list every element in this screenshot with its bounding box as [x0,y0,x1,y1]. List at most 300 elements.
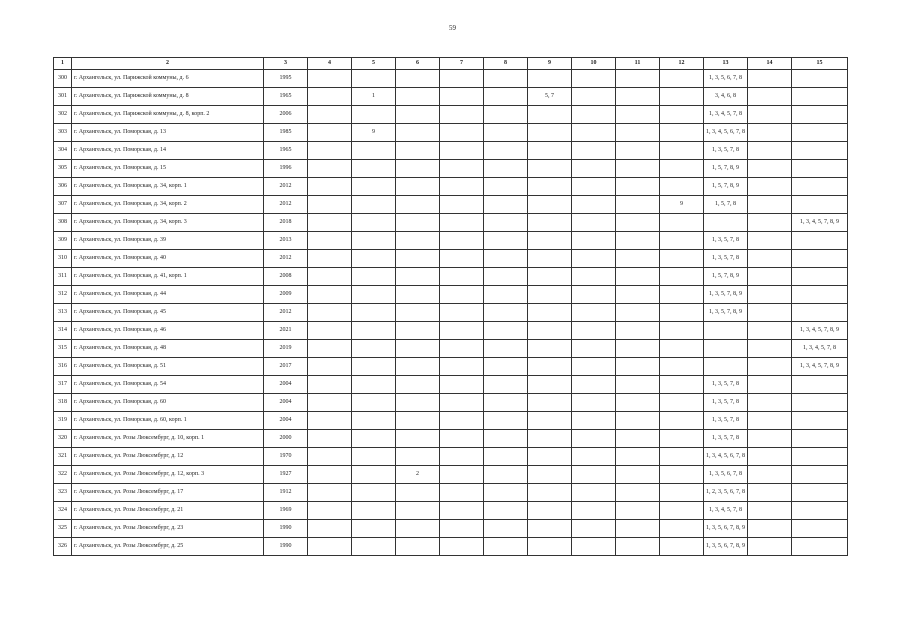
year-cell: 2012 [264,304,308,322]
row-number-cell: 326 [54,538,72,556]
col-6-cell [396,430,440,448]
col-11-cell [616,88,660,106]
col-5-cell: 1 [352,88,396,106]
col-8-cell [484,502,528,520]
year-cell: 1996 [264,160,308,178]
col-15-cell [792,412,848,430]
table-row [54,196,848,214]
col-8-cell [484,520,528,538]
col-7-cell [440,520,484,538]
col-10-cell [572,520,616,538]
col-7-cell [440,304,484,322]
col-4-cell [308,232,352,250]
address-cell: г. Архангельск, ул. Розы Люксембург, д. 21 [72,502,264,520]
col-5-cell [352,394,396,412]
col-8-cell [484,88,528,106]
col-9-cell [528,394,572,412]
col-15-cell [792,466,848,484]
col-6-cell [396,286,440,304]
col-5-cell [352,412,396,430]
col-11-cell [616,70,660,88]
col-10-cell [572,340,616,358]
col-10-cell [572,430,616,448]
col-14-cell [748,232,792,250]
address-cell: г. Архангельск, ул. Розы Люксембург, д. 23 [72,520,264,538]
col-11-cell [616,124,660,142]
col-11-cell [616,268,660,286]
col-15-cell [792,196,848,214]
col-13-cell: 1, 2, 3, 5, 6, 7, 8 [704,484,748,502]
table-row [54,232,848,250]
col-9-cell [528,538,572,556]
col-10-cell [572,232,616,250]
col-12-cell [660,394,704,412]
col-6-cell [396,502,440,520]
col-9-cell [528,124,572,142]
col-9-cell [528,358,572,376]
col-6-cell [396,214,440,232]
address-cell: г. Архангельск, ул. Поморская, д. 46 [72,322,264,340]
address-cell: г. Архангельск, ул. Поморская, д. 34, корп. 3 [72,214,264,232]
year-cell: 2018 [264,214,308,232]
col-14-cell [748,502,792,520]
col-8-cell [484,106,528,124]
row-number-cell: 300 [54,70,72,88]
table-body [54,70,848,556]
col-9-cell [528,178,572,196]
col-9-cell [528,502,572,520]
year-cell: 1990 [264,520,308,538]
col-13-cell [704,340,748,358]
address-cell: г. Архангельск, ул. Поморская, д. 54 [72,376,264,394]
table-row [54,376,848,394]
col-10-cell [572,484,616,502]
col-11-cell [616,250,660,268]
col-10-cell [572,124,616,142]
col-6-cell [396,70,440,88]
col-12-cell [660,502,704,520]
col-9-cell [528,304,572,322]
year-cell: 2012 [264,178,308,196]
col-6-cell [396,412,440,430]
year-cell: 1927 [264,466,308,484]
col-9-cell [528,250,572,268]
col-6-cell [396,394,440,412]
col-8-cell [484,178,528,196]
col-14-cell [748,106,792,124]
row-number-cell: 325 [54,520,72,538]
row-number-cell: 301 [54,88,72,106]
row-number-cell: 320 [54,430,72,448]
col-6-cell [396,268,440,286]
col-9-cell [528,232,572,250]
year-cell: 1965 [264,88,308,106]
col-7-cell [440,88,484,106]
col-11-cell [616,466,660,484]
col-12-cell [660,232,704,250]
col-8-cell [484,484,528,502]
col-6-cell [396,160,440,178]
row-number-cell: 317 [54,376,72,394]
col-10-cell [572,394,616,412]
col-14-cell [748,394,792,412]
col-15-cell [792,430,848,448]
col-11-cell [616,196,660,214]
col-12-cell [660,106,704,124]
column-header-5: 5 [352,58,396,70]
col-10-cell [572,178,616,196]
year-cell: 1969 [264,502,308,520]
col-7-cell [440,340,484,358]
col-14-cell [748,484,792,502]
table-row [54,394,848,412]
col-5-cell [352,232,396,250]
col-6-cell [396,358,440,376]
address-cell: г. Архангельск, ул. Поморская, д. 13 [72,124,264,142]
col-8-cell [484,214,528,232]
col-14-cell [748,178,792,196]
column-header-4: 4 [308,58,352,70]
col-5-cell [352,484,396,502]
col-14-cell [748,448,792,466]
col-12-cell [660,268,704,286]
col-13-cell [704,214,748,232]
row-number-cell: 321 [54,448,72,466]
col-5-cell [352,520,396,538]
col-10-cell [572,106,616,124]
col-14-cell [748,520,792,538]
col-13-cell: 1, 3, 5, 7, 8 [704,412,748,430]
column-header-11: 11 [616,58,660,70]
col-15-cell [792,232,848,250]
col-9-cell [528,520,572,538]
col-12-cell [660,430,704,448]
col-5-cell [352,304,396,322]
col-4-cell [308,358,352,376]
col-7-cell [440,250,484,268]
table-row [54,430,848,448]
col-4-cell [308,70,352,88]
address-cell: г. Архангельск, ул. Розы Люксембург, д. 12 [72,448,264,466]
col-10-cell [572,376,616,394]
col-7-cell [440,322,484,340]
address-cell: г. Архангельск, ул. Поморская, д. 40 [72,250,264,268]
col-12-cell [660,538,704,556]
col-4-cell [308,214,352,232]
col-12-cell [660,214,704,232]
col-13-cell: 3, 4, 6, 8 [704,88,748,106]
col-9-cell [528,268,572,286]
col-4-cell [308,250,352,268]
col-15-cell [792,88,848,106]
table-row [54,412,848,430]
col-7-cell [440,448,484,466]
year-cell: 1912 [264,484,308,502]
row-number-cell: 311 [54,268,72,286]
col-4-cell [308,142,352,160]
col-12-cell [660,322,704,340]
row-number-cell: 316 [54,358,72,376]
col-8-cell [484,142,528,160]
col-6-cell: 2 [396,466,440,484]
col-15-cell [792,484,848,502]
col-6-cell [396,484,440,502]
col-8-cell [484,304,528,322]
col-10-cell [572,268,616,286]
col-8-cell [484,376,528,394]
col-6-cell [396,196,440,214]
col-12-cell [660,376,704,394]
year-cell: 2009 [264,286,308,304]
table-row [54,142,848,160]
col-10-cell [572,214,616,232]
year-cell: 1970 [264,448,308,466]
col-11-cell [616,412,660,430]
year-cell: 2004 [264,394,308,412]
col-15-cell [792,448,848,466]
col-5-cell [352,178,396,196]
col-4-cell [308,430,352,448]
col-4-cell [308,322,352,340]
col-8-cell [484,196,528,214]
row-number-cell: 323 [54,484,72,502]
col-11-cell [616,430,660,448]
col-14-cell [748,142,792,160]
col-6-cell [396,376,440,394]
row-number-cell: 322 [54,466,72,484]
col-4-cell [308,106,352,124]
address-cell: г. Архангельск, ул. Поморская, д. 60 [72,394,264,412]
year-cell: 2021 [264,322,308,340]
row-number-cell: 304 [54,142,72,160]
col-6-cell [396,322,440,340]
table-row [54,286,848,304]
col-14-cell [748,322,792,340]
col-14-cell [748,286,792,304]
col-9-cell [528,484,572,502]
col-13-cell: 1, 5, 7, 8, 9 [704,178,748,196]
column-header-9: 9 [528,58,572,70]
col-11-cell [616,286,660,304]
row-number-cell: 308 [54,214,72,232]
table-row [54,106,848,124]
col-7-cell [440,538,484,556]
col-7-cell [440,358,484,376]
col-10-cell [572,250,616,268]
col-13-cell: 1, 3, 5, 7, 8, 9 [704,304,748,322]
row-number-cell: 309 [54,232,72,250]
col-6-cell [396,250,440,268]
col-11-cell [616,232,660,250]
col-5-cell [352,448,396,466]
table-row [54,520,848,538]
col-13-cell: 1, 3, 5, 7, 8 [704,376,748,394]
col-8-cell [484,448,528,466]
col-12-cell [660,286,704,304]
col-9-cell [528,286,572,304]
col-15-cell [792,286,848,304]
col-4-cell [308,340,352,358]
col-7-cell [440,430,484,448]
table-header-row [54,58,848,70]
col-7-cell [440,412,484,430]
col-5-cell [352,502,396,520]
column-header-10: 10 [572,58,616,70]
table-row [54,484,848,502]
col-7-cell [440,268,484,286]
col-15-cell [792,178,848,196]
col-11-cell [616,448,660,466]
page-number: 59 [449,24,456,32]
col-15-cell [792,106,848,124]
table-row [54,214,848,232]
address-cell: г. Архангельск, ул. Поморская, д. 48 [72,340,264,358]
row-number-cell: 313 [54,304,72,322]
year-cell: 1990 [264,538,308,556]
col-10-cell [572,448,616,466]
table-row [54,124,848,142]
column-header-2: 2 [72,58,264,70]
col-8-cell [484,70,528,88]
col-8-cell [484,250,528,268]
year-cell: 1965 [264,142,308,160]
col-13-cell: 1, 3, 4, 5, 7, 8 [704,106,748,124]
col-14-cell [748,304,792,322]
table-row [54,538,848,556]
col-9-cell [528,322,572,340]
col-6-cell [396,142,440,160]
year-cell: 2004 [264,412,308,430]
col-10-cell [572,196,616,214]
row-number-cell: 312 [54,286,72,304]
col-15-cell [792,520,848,538]
col-9-cell [528,196,572,214]
col-4-cell [308,412,352,430]
col-4-cell [308,160,352,178]
col-10-cell [572,304,616,322]
col-8-cell [484,394,528,412]
col-6-cell [396,178,440,196]
table-row [54,448,848,466]
col-14-cell [748,376,792,394]
col-6-cell [396,232,440,250]
table-row [54,178,848,196]
col-14-cell [748,70,792,88]
column-header-14: 14 [748,58,792,70]
col-4-cell [308,196,352,214]
address-cell: г. Архангельск, ул. Поморская, д. 34, корп. 1 [72,178,264,196]
col-6-cell [396,538,440,556]
col-11-cell [616,214,660,232]
col-13-cell: 1, 3, 5, 6, 7, 8 [704,70,748,88]
col-13-cell: 1, 3, 5, 7, 8 [704,394,748,412]
year-cell: 2004 [264,376,308,394]
col-13-cell: 1, 3, 5, 7, 8 [704,250,748,268]
table-row [54,88,848,106]
year-cell: 1995 [264,70,308,88]
col-10-cell [572,70,616,88]
column-header-1: 1 [54,58,72,70]
col-10-cell [572,322,616,340]
col-8-cell [484,322,528,340]
col-13-cell: 1, 3, 5, 7, 8 [704,232,748,250]
year-cell: 2006 [264,106,308,124]
col-11-cell [616,394,660,412]
col-9-cell [528,376,572,394]
col-5-cell [352,106,396,124]
col-5-cell [352,70,396,88]
col-14-cell [748,538,792,556]
col-15-cell [792,142,848,160]
col-10-cell [572,502,616,520]
col-14-cell [748,412,792,430]
col-4-cell [308,502,352,520]
col-6-cell [396,520,440,538]
col-7-cell [440,376,484,394]
col-7-cell [440,124,484,142]
col-13-cell: 1, 3, 5, 6, 7, 8 [704,466,748,484]
col-15-cell: 1, 3, 4, 5, 7, 8, 9 [792,214,848,232]
col-12-cell [660,466,704,484]
col-7-cell [440,484,484,502]
col-9-cell [528,448,572,466]
year-cell: 2012 [264,250,308,268]
column-header-12: 12 [660,58,704,70]
col-9-cell [528,106,572,124]
col-9-cell [528,430,572,448]
table-row [54,466,848,484]
address-cell: г. Архангельск, ул. Парижской коммуны, д. 8 [72,88,264,106]
col-12-cell [660,142,704,160]
col-11-cell [616,160,660,178]
col-5-cell [352,340,396,358]
col-5-cell [352,160,396,178]
col-5-cell [352,430,396,448]
col-5-cell: 9 [352,124,396,142]
col-5-cell [352,538,396,556]
col-4-cell [308,304,352,322]
table-row [54,250,848,268]
row-number-cell: 319 [54,412,72,430]
table-row [54,160,848,178]
col-4-cell [308,538,352,556]
col-7-cell [440,70,484,88]
col-13-cell: 1, 3, 4, 5, 6, 7, 8 [704,124,748,142]
column-header-7: 7 [440,58,484,70]
col-5-cell [352,376,396,394]
table-row [54,322,848,340]
col-10-cell [572,466,616,484]
col-15-cell [792,268,848,286]
col-12-cell [660,448,704,466]
col-13-cell: 1, 3, 5, 6, 7, 8, 9 [704,520,748,538]
col-7-cell [440,106,484,124]
table-row [54,70,848,88]
row-number-cell: 303 [54,124,72,142]
col-15-cell [792,502,848,520]
col-6-cell [396,124,440,142]
col-11-cell [616,538,660,556]
col-15-cell [792,124,848,142]
address-cell: г. Архангельск, ул. Розы Люксембург, д. 17 [72,484,264,502]
col-7-cell [440,178,484,196]
col-15-cell: 1, 3, 4, 5, 7, 8, 9 [792,322,848,340]
col-9-cell [528,160,572,178]
col-12-cell [660,70,704,88]
col-9-cell [528,70,572,88]
col-7-cell [440,466,484,484]
col-13-cell: 1, 5, 7, 8, 9 [704,268,748,286]
